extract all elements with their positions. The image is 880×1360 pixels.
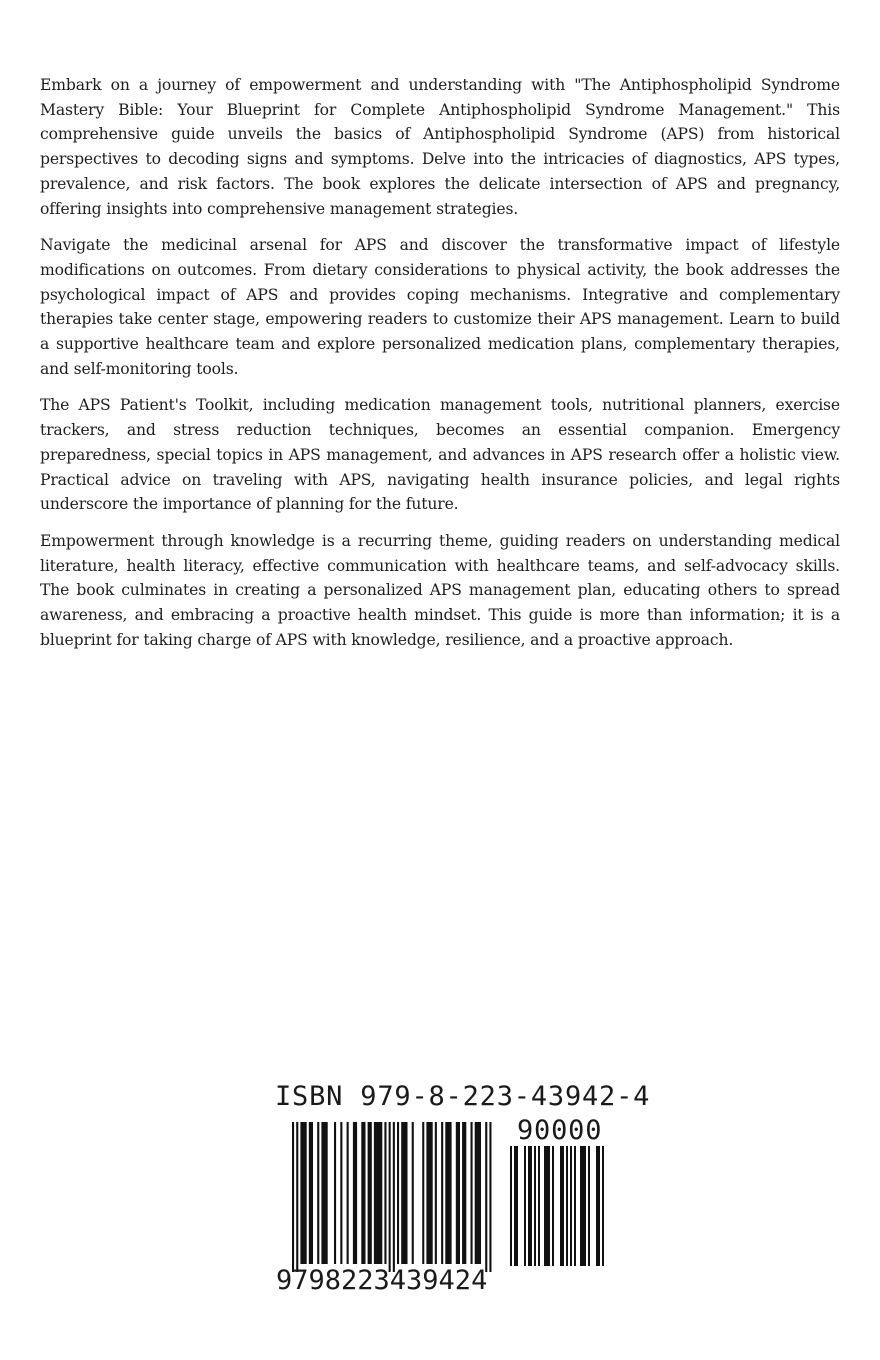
addon-bar — [528, 1146, 532, 1266]
ean-bar — [489, 1122, 491, 1272]
isbn-barcode — [272, 1081, 651, 1302]
ean-bar — [393, 1122, 395, 1272]
ean-bar — [374, 1122, 382, 1264]
ean-bar — [445, 1122, 451, 1264]
ean-bar — [353, 1122, 357, 1264]
price-addon-digits: 90000 — [517, 1115, 603, 1146]
addon-bar — [566, 1146, 568, 1266]
ean-bar — [384, 1122, 386, 1264]
ean-bar — [435, 1122, 437, 1264]
addon-bar — [510, 1146, 512, 1266]
ean-bar — [347, 1122, 349, 1264]
addon-bar — [588, 1146, 590, 1266]
description-paragraph-3: The APS Patient's Toolkit, including medication management tools, nutritional planners, exercise trackers, and stress reduction techniques, becomes an essential companion. Emergency preparedness, special topics in APS management, and advances in APS research offer a holistic view. Practical advice on traveling with APS, navigating health insurance policies, and legal rights underscore the importance of planning for the future. — [40, 396, 840, 514]
isbn-label: ISBN 979-8-223-43942-4 — [275, 1081, 651, 1112]
ean-bar — [397, 1122, 399, 1264]
ean-bar — [462, 1122, 466, 1264]
ean-bar — [475, 1122, 481, 1264]
ean-bar — [471, 1122, 473, 1264]
ean-bar — [317, 1122, 319, 1264]
book-description — [40, 73, 840, 664]
ean-bar — [300, 1122, 306, 1264]
addon-bar — [602, 1146, 604, 1266]
ean-bar — [340, 1122, 342, 1264]
addon-bar — [534, 1146, 536, 1266]
ean-bar — [368, 1122, 372, 1264]
ean-bar — [401, 1122, 407, 1264]
ean-bar — [441, 1122, 443, 1264]
ean-bar — [412, 1122, 414, 1264]
addon-bar — [596, 1146, 600, 1266]
ean-bar — [292, 1122, 294, 1272]
addon-bar — [560, 1146, 564, 1266]
ean-bar — [456, 1122, 460, 1264]
ean-bar — [389, 1122, 391, 1272]
ean-bar — [296, 1122, 298, 1272]
addon-bar — [574, 1146, 576, 1266]
ean-bar — [426, 1122, 432, 1264]
addon-bar — [570, 1146, 572, 1266]
addon-bar — [544, 1146, 550, 1266]
ean-bar — [334, 1122, 336, 1264]
description-paragraph-4: Empowerment through knowledge is a recurring theme, guiding readers on understanding medical literature, health literacy, effective communication with healthcare teams, and self-advocacy skills. The book culminates in creating a personalized APS management plan, educating others to spread awareness, and embracing a proactive health mindset. This guide is more than information; it is a blueprint for taking charge of APS with knowledge, resilience, and a proactive approach. — [40, 531, 840, 649]
description-paragraph-1: Embark on a journey of empowerment and understanding with "The Antiphospholipid Syndrome Mastery Bible: Your Blueprint for Complete Antiphospholipid Syndrome Management." This comprehensive guide unveils the basics of Antiphospholipid Syndrome (APS) from historical perspectives to decoding signs and symptoms. Delve into the intricacies of diagnostics, APS types, prevalence, and risk factors. The book explores the delicate intersection of APS and pregnancy, offering insights into comprehensive management strategies. — [40, 76, 840, 218]
addon-bar — [514, 1146, 518, 1266]
ean-bar — [309, 1122, 313, 1264]
ean-bar — [422, 1122, 424, 1264]
addon-bar — [524, 1146, 526, 1266]
description-paragraph-2: Navigate the medicinal arsenal for APS and discover the transformative impact of lifestyle modifications on outcomes. From dietary considerations to physical activity, the book addresses the psychological impact of APS and provides coping mechanisms. Integrative and complementary therapies take center stage, empowering readers to customize their APS management. Learn to build a supportive healthcare team and explore personalized medication plans, complementary therapies, and self-monitoring tools. — [40, 236, 840, 378]
addon-bar — [552, 1146, 554, 1266]
ean-bar — [321, 1122, 327, 1264]
ean-digits: 9798223439424 — [276, 1265, 488, 1296]
ean-bar — [485, 1122, 487, 1272]
addon-bar — [580, 1146, 586, 1266]
ean-bar — [361, 1122, 365, 1264]
addon-bar — [538, 1146, 540, 1266]
